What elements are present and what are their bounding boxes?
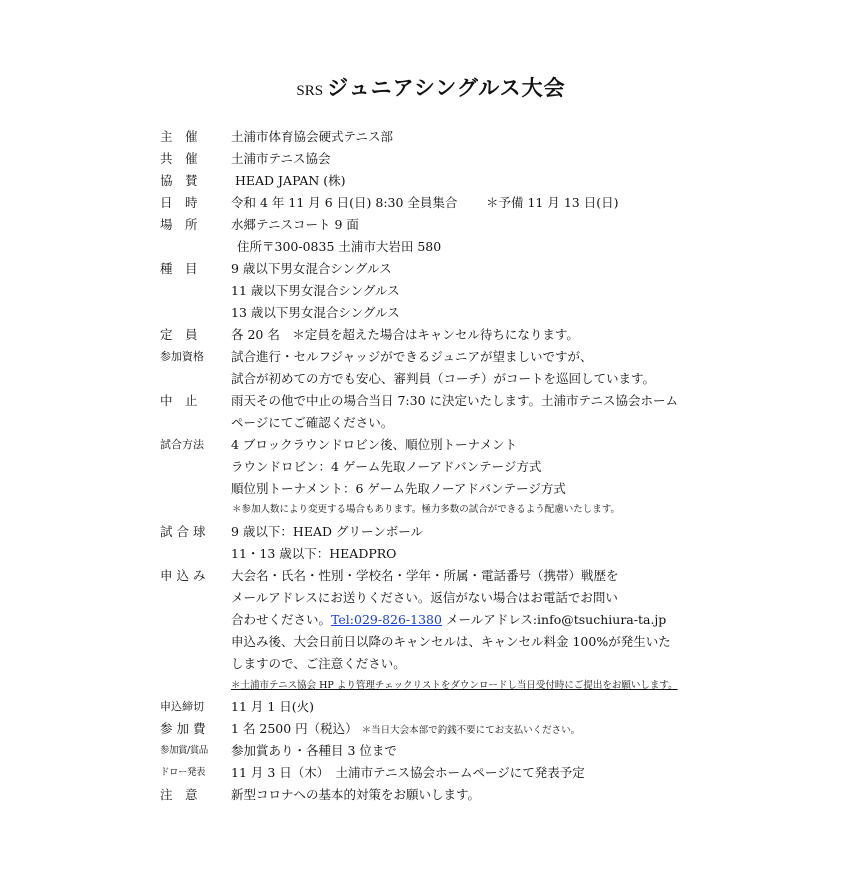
venue-address: 住所〒300-0835 土浦市大岩田 580: [237, 239, 442, 254]
balls-line: 9 歳以下：HEAD グリーンボール: [231, 524, 423, 539]
draw-value: 11 月 3 日（木） 土浦市テニス協会ホームページにて発表予定: [231, 765, 585, 780]
venue-label: 場 所: [160, 217, 198, 232]
co-organizer-label: 共 催: [160, 151, 198, 166]
organizer-value: 土浦市体育協会硬式テニス部: [231, 129, 394, 144]
application-line: 大会名・氏名・性別・学校名・学年・所属・電話番号（携帯）戦歴を: [231, 568, 619, 583]
page-title: [0, 72, 862, 102]
deadline-value: 11 月 1 日(火): [231, 699, 315, 714]
fee-value: 1 名 2500 円（税込）: [231, 721, 358, 736]
eligibility-line: 試合が初めての方でも安心、審判員（コーチ）がコートを巡回しています。: [231, 371, 656, 386]
caution-label: 注 意: [160, 787, 198, 802]
fee-value-line: [231, 718, 580, 742]
fee-label: 参 加 費: [160, 721, 206, 736]
application-line: 申込み後、大会日前日以降のキャンセルは、キャンセル料金 100%が発生いた: [231, 634, 671, 649]
draw-label: ドロー発表: [160, 767, 206, 778]
application-label: 申 込 み: [160, 568, 206, 583]
co-organizer-value: 土浦市テニス協会: [231, 151, 331, 166]
caution-value: 新型コロナへの基本的対策をお願いします。: [231, 787, 481, 802]
events-label: 種 目: [160, 261, 198, 276]
cancellation-line: 雨天その他で中止の場合当日 7:30 に決定いたします。土浦市テニス協会ホーム: [231, 393, 679, 408]
datetime-value: 令和 4 年 11 月 6 日(日) 8:30 全員集合: [231, 195, 458, 210]
datetime-reserve: ＊予備 11 月 13 日(日): [486, 195, 619, 210]
format-label: 試合方法: [160, 438, 204, 451]
title-prefix: SRS: [296, 83, 324, 99]
format-line: ラウンドロビン：4 ゲーム先取ノーアドバンテージ方式: [231, 459, 542, 474]
email-address: メールアドレス:info@tsuchiura-ta.jp: [445, 612, 667, 627]
cancellation-label: 中 止: [160, 393, 198, 408]
eligibility-line: 試合進行・セルフジャッジができるジュニアが望ましいですが、: [231, 349, 593, 364]
cancellation-line: ページにてご確認ください。: [231, 415, 394, 430]
prizes-label: 参加賞/賞品: [160, 745, 208, 756]
format-line: 順位別トーナメント：6 ゲーム先取ノーアドバンテージ方式: [231, 481, 566, 496]
eligibility-label: 参加資格: [160, 350, 204, 363]
prizes-value: 参加賞あり・各種目 3 位まで: [231, 743, 397, 758]
events-item: 13 歳以下男女混合シングルス: [231, 305, 400, 320]
title-main: ジュニアシングルス大会: [327, 76, 566, 100]
format-line: 4 ブロックラウンドロビン後、順位別トーナメント: [231, 437, 518, 452]
events-item: 9 歳以下男女混合シングルス: [231, 261, 392, 276]
datetime-label: 日 時: [160, 195, 198, 210]
application-contact-line: [231, 609, 666, 631]
fee-note: ＊当日大会本部で釣銭不要にてお支払いください。: [361, 725, 581, 736]
sponsor-label: 協 賛: [160, 173, 198, 188]
venue-value: 水郷テニスコート 9 面: [231, 217, 359, 232]
application-line: 合わせください。: [231, 612, 332, 627]
sponsor-value: HEAD JAPAN (株): [235, 173, 346, 188]
phone-link[interactable]: Tel:029-826-1380: [331, 612, 442, 627]
capacity-value: 各 20 名 ＊定員を超えた場合はキャンセル待ちになります。: [231, 327, 579, 342]
capacity-label: 定 員: [160, 327, 198, 342]
application-note: ＊土浦市テニス協会 HP より管理チェックリストをダウンロードし当日受付時にご提出をお願いします。: [231, 680, 678, 691]
application-line: メールアドレスにお送りください。返信がない場合はお電話でお問い: [231, 590, 618, 605]
balls-line: 11・13 歳以下：HEADPRO: [231, 546, 397, 561]
organizer-label: 主 催: [160, 129, 198, 144]
deadline-label: 申込締切: [160, 700, 204, 713]
balls-label: 試 合 球: [160, 524, 206, 539]
application-line: しますので、ご注意ください。: [231, 656, 406, 671]
format-note: ＊参加人数により変更する場合もあります。極力多数の試合ができるよう配慮いたします。: [232, 504, 620, 515]
events-item: 11 歳以下男女混合シングルス: [231, 283, 400, 298]
